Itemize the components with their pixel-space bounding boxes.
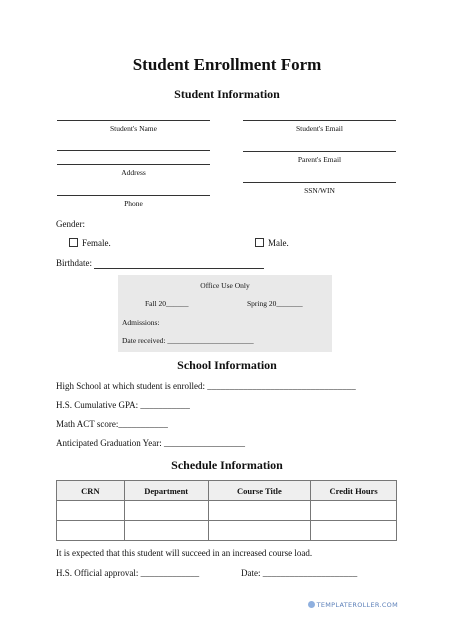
schedule-heading: Schedule Information bbox=[171, 458, 283, 472]
gpa-field[interactable]: H.S. Cumulative GPA: ___________ bbox=[56, 400, 190, 410]
table-cell[interactable] bbox=[208, 521, 311, 541]
official-approval-field[interactable]: H.S. Official approval: _____________ bbox=[56, 568, 200, 578]
office-spring[interactable]: Spring 20_______ bbox=[247, 299, 303, 308]
graduation-field[interactable]: Anticipated Graduation Year: __________________ bbox=[56, 438, 245, 448]
table-cell[interactable] bbox=[311, 501, 397, 521]
address-caption: Address bbox=[121, 168, 146, 177]
table-cell[interactable] bbox=[57, 501, 125, 521]
gender-label: Gender: bbox=[56, 219, 85, 229]
female-checkbox[interactable] bbox=[69, 238, 78, 247]
form-title: Student Enrollment Form bbox=[132, 55, 322, 74]
male-checkbox[interactable] bbox=[255, 238, 264, 247]
table-cell[interactable] bbox=[124, 501, 208, 521]
table-cell[interactable] bbox=[208, 501, 311, 521]
gender-male-option[interactable] bbox=[255, 238, 289, 248]
office-date-received[interactable]: Date received: _______________________ bbox=[122, 336, 254, 345]
office-fall[interactable]: Fall 20______ bbox=[145, 299, 189, 308]
office-admissions[interactable]: Admissions: bbox=[122, 318, 160, 327]
act-field[interactable]: Math ACT score:___________ bbox=[56, 419, 168, 429]
footer-text: TEMPLATEROLLER.COM bbox=[316, 601, 398, 609]
address-line-2[interactable] bbox=[57, 164, 210, 165]
footer-brand[interactable] bbox=[308, 601, 398, 609]
email-line[interactable] bbox=[243, 120, 396, 121]
approval-date-field[interactable]: Date: _____________________ bbox=[241, 568, 358, 578]
column-header-credit-hours: Credit Hours bbox=[311, 481, 397, 501]
email-caption: Student's Email bbox=[296, 124, 343, 133]
column-header-department: Department bbox=[124, 481, 208, 501]
column-header-crn: CRN bbox=[57, 481, 125, 501]
female-label: Female. bbox=[82, 238, 111, 248]
office-use-box bbox=[118, 275, 332, 352]
parent-email-line[interactable] bbox=[243, 151, 396, 152]
ssn-line[interactable] bbox=[243, 182, 396, 183]
school-info-heading: School Information bbox=[177, 358, 277, 372]
column-header-course-title: Course Title bbox=[208, 481, 311, 501]
high-school-field[interactable]: High School at which student is enrolled: _________________________________ bbox=[56, 381, 356, 391]
table-row bbox=[57, 501, 397, 521]
name-caption: Student's Name bbox=[110, 124, 157, 133]
address-line-1[interactable] bbox=[57, 150, 210, 151]
gender-female-option[interactable] bbox=[69, 238, 111, 248]
office-use-title: Office Use Only bbox=[200, 281, 250, 290]
table-row bbox=[57, 521, 397, 541]
parent-email-caption: Parent's Email bbox=[297, 155, 342, 164]
schedule-table bbox=[56, 480, 397, 541]
male-label: Male. bbox=[268, 238, 289, 248]
birthdate-line[interactable] bbox=[94, 268, 264, 269]
expectation-statement: It is expected that this student will succeed in an increased course load. bbox=[56, 548, 313, 558]
schedule-header-row bbox=[57, 481, 397, 501]
birthdate-label: Birthdate: bbox=[56, 258, 92, 268]
phone-line[interactable] bbox=[57, 195, 210, 196]
table-cell[interactable] bbox=[124, 521, 208, 541]
student-info-heading: Student Information bbox=[174, 87, 280, 101]
phone-caption: Phone bbox=[124, 199, 143, 208]
ssn-caption: SSN/WIN bbox=[304, 186, 335, 195]
table-cell[interactable] bbox=[57, 521, 125, 541]
templateroller-logo-icon bbox=[308, 601, 315, 608]
table-cell[interactable] bbox=[311, 521, 397, 541]
name-line[interactable] bbox=[57, 120, 210, 121]
